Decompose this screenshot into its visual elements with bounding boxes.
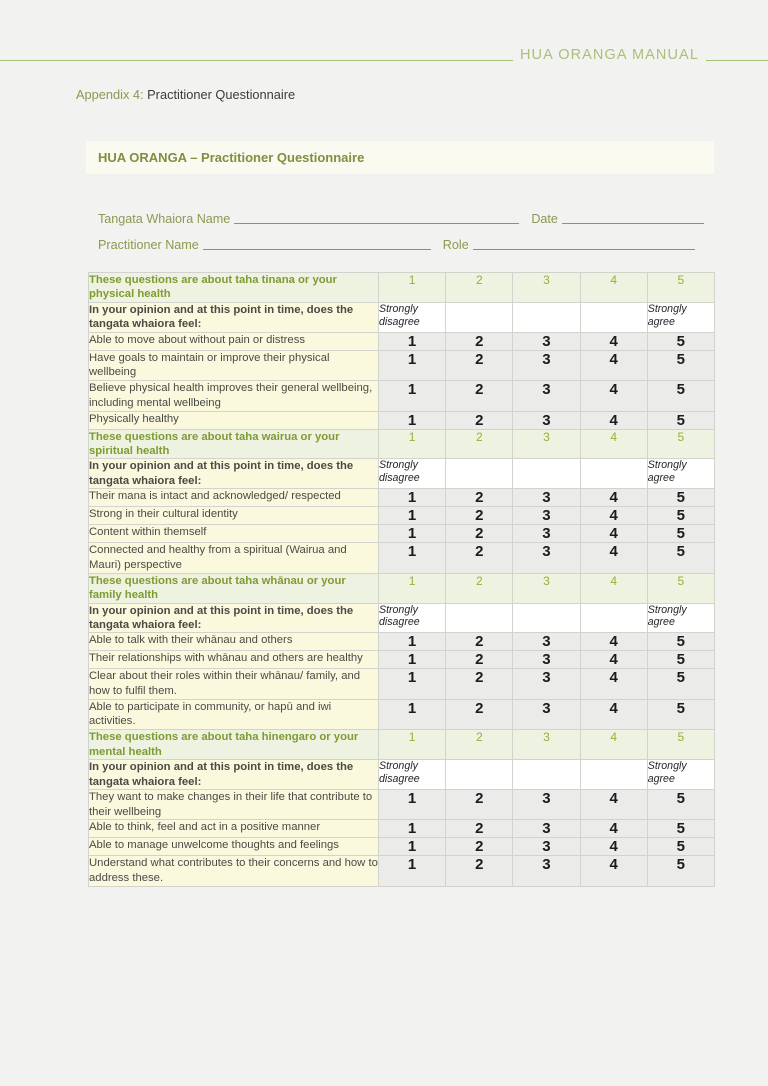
question-label: Able to think, feel and act in a positive manner <box>89 820 379 838</box>
anchor-high-label: Strongly agree <box>647 459 714 489</box>
anchor-empty-cell <box>580 760 647 790</box>
scale-anchor-row <box>89 760 715 790</box>
question-row <box>89 381 715 411</box>
appendix-label: Appendix 4: <box>76 87 144 102</box>
questionnaire-body <box>89 273 715 887</box>
likert-option-2[interactable]: 2 <box>446 838 513 856</box>
question-label: Believe physical health improves their general wellbeing, including mental wellbeing <box>89 381 379 411</box>
question-row <box>89 411 715 429</box>
likert-option-5[interactable]: 5 <box>647 489 714 507</box>
questionnaire-table <box>88 272 715 887</box>
likert-option-3[interactable]: 3 <box>513 699 580 729</box>
scale-anchor-row <box>89 603 715 633</box>
question-row <box>89 350 715 380</box>
likert-option-4[interactable]: 4 <box>580 507 647 525</box>
likert-option-1[interactable]: 1 <box>379 651 446 669</box>
likert-option-2[interactable]: 2 <box>446 820 513 838</box>
section-heading-row <box>89 730 715 760</box>
likert-option-3[interactable]: 3 <box>513 525 580 543</box>
likert-option-5[interactable]: 5 <box>647 381 714 411</box>
section-scale-number: 3 <box>513 429 580 459</box>
likert-option-3[interactable]: 3 <box>513 332 580 350</box>
question-row <box>89 838 715 856</box>
likert-option-1[interactable]: 1 <box>379 381 446 411</box>
anchor-high-label: Strongly agree <box>647 302 714 332</box>
likert-option-4[interactable]: 4 <box>580 543 647 573</box>
anchor-low-label: Strongly disagree <box>379 302 446 332</box>
likert-option-5[interactable]: 5 <box>647 350 714 380</box>
likert-option-2[interactable]: 2 <box>446 699 513 729</box>
appendix-text: Practitioner Questionnaire <box>143 87 296 102</box>
question-label: Able to participate in community, or hapū and iwi activities. <box>89 699 379 729</box>
likert-option-1[interactable]: 1 <box>379 820 446 838</box>
likert-option-3[interactable]: 3 <box>513 856 580 886</box>
scale-anchor-row <box>89 302 715 332</box>
section-scale-number: 1 <box>379 573 446 603</box>
section-scale-number: 2 <box>446 730 513 760</box>
likert-option-4[interactable]: 4 <box>580 489 647 507</box>
anchor-prompt: In your opinion and at this point in time, does the tangata whaiora feel: <box>89 603 379 633</box>
question-row <box>89 789 715 819</box>
section-scale-number: 4 <box>580 730 647 760</box>
likert-option-5[interactable]: 5 <box>647 525 714 543</box>
likert-option-5[interactable]: 5 <box>647 789 714 819</box>
likert-option-2[interactable]: 2 <box>446 507 513 525</box>
section-heading-row <box>89 429 715 459</box>
question-row <box>89 669 715 699</box>
question-row <box>89 651 715 669</box>
likert-option-3[interactable]: 3 <box>513 789 580 819</box>
question-label: Able to manage unwelcome thoughts and feelings <box>89 838 379 856</box>
likert-option-3[interactable]: 3 <box>513 489 580 507</box>
likert-option-1[interactable]: 1 <box>379 411 446 429</box>
likert-option-2[interactable]: 2 <box>446 669 513 699</box>
question-label: Strong in their cultural identity <box>89 507 379 525</box>
anchor-empty-cell <box>513 459 580 489</box>
likert-option-4[interactable]: 4 <box>580 838 647 856</box>
likert-option-2[interactable]: 2 <box>446 856 513 886</box>
likert-option-5[interactable]: 5 <box>647 332 714 350</box>
question-label: Their mana is intact and acknowledged/ respected <box>89 489 379 507</box>
section-scale-number: 4 <box>580 429 647 459</box>
likert-option-5[interactable]: 5 <box>647 838 714 856</box>
anchor-high-label: Strongly agree <box>647 603 714 633</box>
likert-option-5[interactable]: 5 <box>647 669 714 699</box>
role-label: Role <box>442 238 469 252</box>
section-heading-label: These questions are about taha wairua or your spiritual health <box>89 429 379 459</box>
questionnaire-title-band <box>86 141 714 174</box>
section-heading-label: These questions are about taha whānau or your family health <box>89 573 379 603</box>
anchor-empty-cell <box>446 603 513 633</box>
likert-option-2[interactable]: 2 <box>446 633 513 651</box>
likert-option-2[interactable]: 2 <box>446 332 513 350</box>
likert-option-4[interactable]: 4 <box>580 381 647 411</box>
likert-option-1[interactable]: 1 <box>379 350 446 380</box>
question-row <box>89 489 715 507</box>
question-label: Their relationships with whānau and others are healthy <box>89 651 379 669</box>
date-input[interactable] <box>562 210 704 224</box>
question-row <box>89 856 715 886</box>
likert-option-5[interactable]: 5 <box>647 507 714 525</box>
anchor-empty-cell <box>446 459 513 489</box>
role-input[interactable] <box>473 236 695 250</box>
question-row <box>89 332 715 350</box>
question-row <box>89 507 715 525</box>
question-row <box>89 633 715 651</box>
likert-option-5[interactable]: 5 <box>647 411 714 429</box>
question-row <box>89 543 715 573</box>
question-row <box>89 820 715 838</box>
anchor-empty-cell <box>513 302 580 332</box>
anchor-prompt: In your opinion and at this point in time, does the tangata whaiora feel: <box>89 760 379 790</box>
date-label: Date <box>531 212 558 226</box>
likert-option-1[interactable]: 1 <box>379 489 446 507</box>
likert-option-2[interactable]: 2 <box>446 651 513 669</box>
tangata-whaiora-name-input[interactable] <box>234 210 519 224</box>
likert-option-4[interactable]: 4 <box>580 699 647 729</box>
question-row <box>89 525 715 543</box>
likert-option-3[interactable]: 3 <box>513 507 580 525</box>
anchor-empty-cell <box>513 760 580 790</box>
scale-anchor-row <box>89 459 715 489</box>
section-heading-label: These questions are about taha tinana or your physical health <box>89 273 379 303</box>
likert-option-3[interactable]: 3 <box>513 350 580 380</box>
likert-option-2[interactable]: 2 <box>446 381 513 411</box>
likert-option-4[interactable]: 4 <box>580 820 647 838</box>
likert-option-4[interactable]: 4 <box>580 350 647 380</box>
anchor-prompt: In your opinion and at this point in time, does the tangata whaiora feel: <box>89 302 379 332</box>
likert-option-1[interactable]: 1 <box>379 856 446 886</box>
question-label: Clear about their roles within their whānau/ family, and how to fulfil them. <box>89 669 379 699</box>
section-heading-row <box>89 273 715 303</box>
form-row-name <box>98 200 714 226</box>
likert-option-4[interactable]: 4 <box>580 651 647 669</box>
likert-option-1[interactable]: 1 <box>379 507 446 525</box>
section-scale-number: 3 <box>513 273 580 303</box>
question-label: Have goals to maintain or improve their physical wellbeing <box>89 350 379 380</box>
likert-option-2[interactable]: 2 <box>446 543 513 573</box>
section-heading-row <box>89 573 715 603</box>
section-scale-number: 1 <box>379 429 446 459</box>
question-label: Able to move about without pain or distress <box>89 332 379 350</box>
likert-option-2[interactable]: 2 <box>446 789 513 819</box>
likert-option-5[interactable]: 5 <box>647 699 714 729</box>
anchor-low-label: Strongly disagree <box>379 760 446 790</box>
likert-option-1[interactable]: 1 <box>379 633 446 651</box>
likert-option-5[interactable]: 5 <box>647 651 714 669</box>
likert-option-2[interactable]: 2 <box>446 350 513 380</box>
form-row-practitioner <box>98 226 714 252</box>
question-label: Physically healthy <box>89 411 379 429</box>
section-scale-number: 1 <box>379 730 446 760</box>
anchor-empty-cell <box>580 459 647 489</box>
section-scale-number: 5 <box>647 429 714 459</box>
section-scale-number: 2 <box>446 273 513 303</box>
likert-option-2[interactable]: 2 <box>446 525 513 543</box>
section-scale-number: 4 <box>580 273 647 303</box>
manual-title: HUA ORANGA MANUAL <box>513 48 706 63</box>
anchor-empty-cell <box>446 760 513 790</box>
section-scale-number: 2 <box>446 429 513 459</box>
likert-option-4[interactable]: 4 <box>580 789 647 819</box>
likert-option-3[interactable]: 3 <box>513 411 580 429</box>
likert-option-1[interactable]: 1 <box>379 525 446 543</box>
likert-option-3[interactable]: 3 <box>513 381 580 411</box>
anchor-high-label: Strongly agree <box>647 760 714 790</box>
likert-option-3[interactable]: 3 <box>513 838 580 856</box>
likert-option-3[interactable]: 3 <box>513 669 580 699</box>
likert-option-1[interactable]: 1 <box>379 669 446 699</box>
likert-option-1[interactable]: 1 <box>379 699 446 729</box>
page-header <box>0 0 768 64</box>
likert-option-4[interactable]: 4 <box>580 856 647 886</box>
section-scale-number: 3 <box>513 730 580 760</box>
likert-option-4[interactable]: 4 <box>580 669 647 699</box>
questionnaire-title: HUA ORANGA – Practitioner Questionnaire <box>98 150 365 165</box>
likert-option-5[interactable]: 5 <box>647 633 714 651</box>
likert-option-3[interactable]: 3 <box>513 543 580 573</box>
anchor-low-label: Strongly disagree <box>379 603 446 633</box>
likert-option-3[interactable]: 3 <box>513 651 580 669</box>
section-scale-number: 5 <box>647 573 714 603</box>
likert-option-4[interactable]: 4 <box>580 525 647 543</box>
likert-option-2[interactable]: 2 <box>446 489 513 507</box>
likert-option-4[interactable]: 4 <box>580 332 647 350</box>
question-label: They want to make changes in their life that contribute to their wellbeing <box>89 789 379 819</box>
likert-option-4[interactable]: 4 <box>580 633 647 651</box>
question-label: Connected and healthy from a spiritual (Wairua and Mauri) perspective <box>89 543 379 573</box>
likert-option-1[interactable]: 1 <box>379 789 446 819</box>
anchor-empty-cell <box>580 603 647 633</box>
question-label: Able to talk with their whānau and others <box>89 633 379 651</box>
section-scale-number: 3 <box>513 573 580 603</box>
likert-option-4[interactable]: 4 <box>580 411 647 429</box>
anchor-empty-cell <box>580 302 647 332</box>
anchor-low-label: Strongly disagree <box>379 459 446 489</box>
likert-option-1[interactable]: 1 <box>379 543 446 573</box>
anchor-empty-cell <box>513 603 580 633</box>
appendix-line <box>76 87 295 104</box>
likert-option-5[interactable]: 5 <box>647 543 714 573</box>
likert-option-3[interactable]: 3 <box>513 633 580 651</box>
practitioner-name-label: Practitioner Name <box>98 238 199 252</box>
section-scale-number: 4 <box>580 573 647 603</box>
likert-option-3[interactable]: 3 <box>513 820 580 838</box>
likert-option-2[interactable]: 2 <box>446 411 513 429</box>
likert-option-1[interactable]: 1 <box>379 332 446 350</box>
respondent-form <box>98 200 714 252</box>
tangata-whaiora-name-label: Tangata Whaiora Name <box>98 212 231 226</box>
likert-option-5[interactable]: 5 <box>647 856 714 886</box>
question-label: Understand what contributes to their concerns and how to address these. <box>89 856 379 886</box>
practitioner-name-input[interactable] <box>203 236 431 250</box>
likert-option-1[interactable]: 1 <box>379 838 446 856</box>
section-scale-number: 2 <box>446 573 513 603</box>
anchor-prompt: In your opinion and at this point in time, does the tangata whaiora feel: <box>89 459 379 489</box>
section-scale-number: 5 <box>647 273 714 303</box>
anchor-empty-cell <box>446 302 513 332</box>
question-row <box>89 699 715 729</box>
section-heading-label: These questions are about taha hinengaro or your mental health <box>89 730 379 760</box>
section-scale-number: 5 <box>647 730 714 760</box>
section-scale-number: 1 <box>379 273 446 303</box>
likert-option-5[interactable]: 5 <box>647 820 714 838</box>
question-label: Content within themself <box>89 525 379 543</box>
